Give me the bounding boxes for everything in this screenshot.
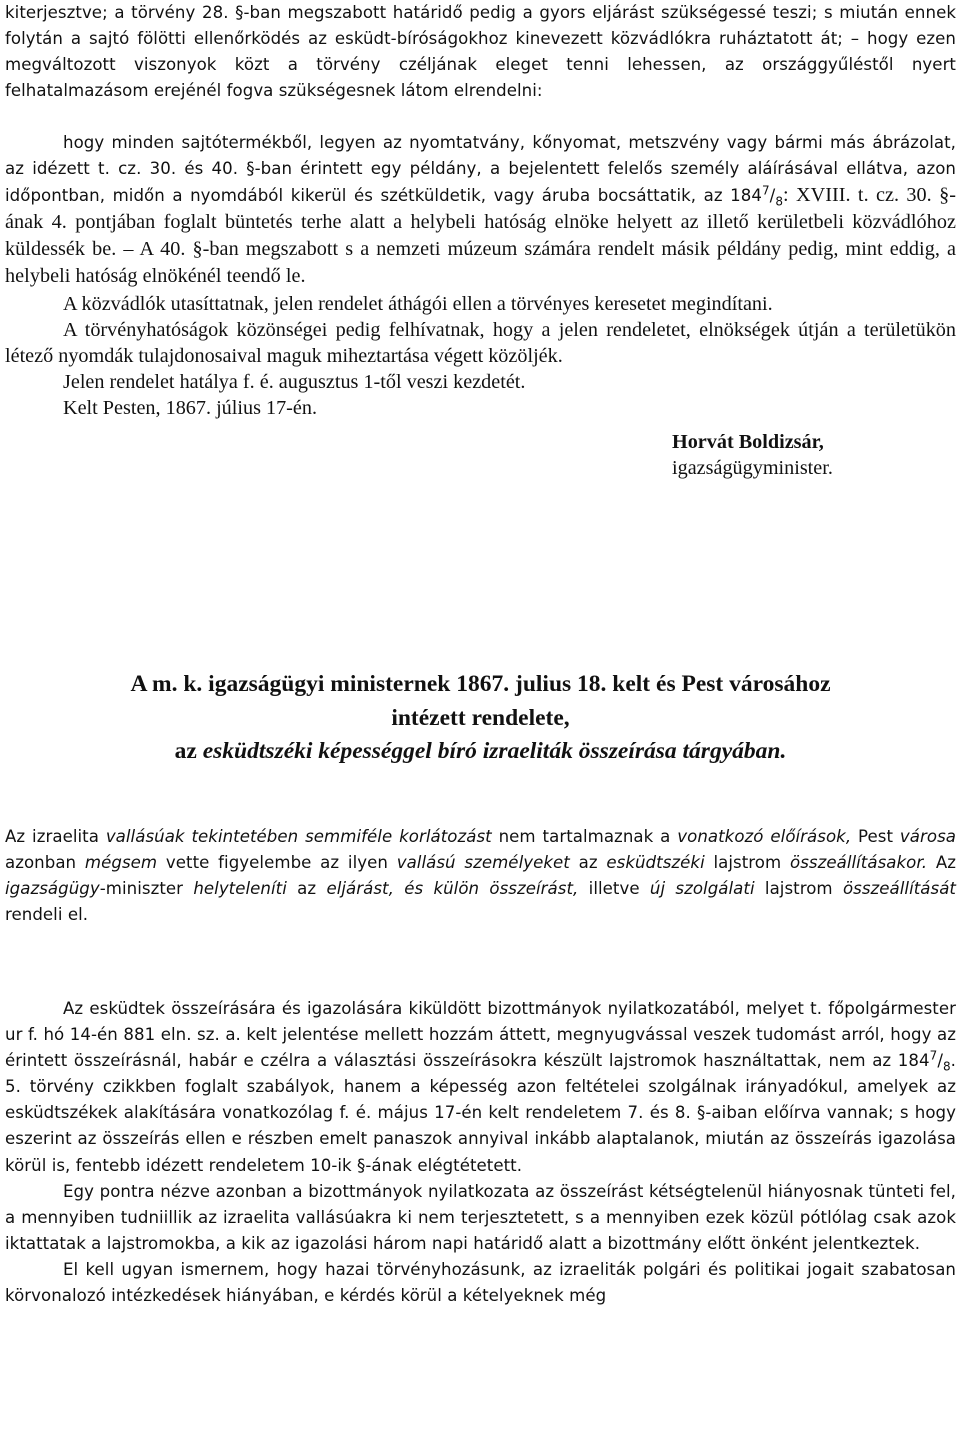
summary-segment: összeállítását <box>842 879 956 899</box>
summary-segment: az <box>286 879 327 899</box>
summary-segment: igazságügy <box>5 879 100 899</box>
decree-effective-date: Jelen rendelet hatálya f. é. augusztus 1-től veszi kezdetét. <box>63 371 526 393</box>
body-paragraph-3: El kell ugyan ismernem, hogy hazai törvényhozásunk, az izraeliták polgári és politikai jogait szabatosan körvonalozó intézkedések hiányában, e kérdés körül a kételyeknek még <box>5 1260 956 1306</box>
summary-segment: városa <box>899 827 956 846</box>
summary-segment: lajstrom <box>704 853 790 873</box>
summary-segment: illetve <box>578 879 650 899</box>
decree-paragraph-order: hogy minden sajtótermékből, legyen az nyomtatvány, kőnyomat, metszvény vagy bármi más ábrázolat, az idézett t. cz. 30. és 40. §-ban érintett egy példány, a bejelentett felelős személy aláírásával ellátva, azon időpontban, midőn a nyomdából kikerül és szétküldetik, vagy áruba bocsáttatik, az $184^7/_8$: XVIII. t. cz. 30. §-ának 4. pontjában foglalt büntetés terhe alatt a helybeli hatóság elnöke helyett az illető kerületbeli közvádlóhoz küldessék be. – A 40. §-ban megszabott s a nemzeti múzeum számára rendelt másik példány pedig, mint eddig, a helybeli hatóság elnökénél teendő le. <box>5 133 956 288</box>
summary-segment: lajstrom <box>754 879 843 899</box>
summary-segment: vallású személyeket <box>396 853 570 873</box>
decree-place-date: Kelt Pesten, 1867. július 17-én. <box>63 397 317 419</box>
body-paragraph-2: Egy pontra nézve azonban a bizottmányok nyilatkozata az összeírást kétségtelenül hiányosnak tünteti fel, a mennyiben tudniillik az izraelita vallásúakra ki nem terjesztetett, s a mennyiben ezek közül pótlólag csak azok iktattatak a lajstromokba, a kik az igazolási három napi határidő alatt a bizottmány előtt önként jelentkeztek. <box>5 1182 956 1254</box>
summary-segment: esküdtszéki <box>606 853 705 873</box>
summary-segment: azonban <box>5 853 85 873</box>
heading-line-1: A m. k. igazságügyi ministernek 1867. julius 18. kelt és Pest városához <box>130 671 831 697</box>
summary-segment: helyteleníti <box>193 879 287 899</box>
decree-paragraph-intro: kiterjesztve; a törvény 28. §-ban megszabott határidő pedig a gyors eljárást szükségessé teszi; s miután ennek folytán a sajtó fölötti ellenőrködés az esküdt-bíróságokhoz kinevezett közvádlókra ruháztatott át; – hogy ezen megváltozott viszonyok közt a törvény czéljának eleget tenni lehessen, az országgyűléstől nyert felhatalmazásom erejénél fogva szükségesnek látom elrendelni: <box>5 3 956 101</box>
summary-segment: Az izraelita <box>5 827 106 846</box>
heading-line-2: intézett rendelete, <box>391 704 570 731</box>
summary-segment: az <box>569 853 607 873</box>
decree-paragraph-prosecutors: A közvádlók utasíttatnak, jelen rendelet áthágói ellen a törvényes keresetet megindítani. <box>63 293 773 315</box>
summary-segment: Pest <box>851 827 900 846</box>
summary-segment: vette figyelembe az ilyen <box>157 853 397 873</box>
signature-block <box>672 429 833 481</box>
summary-segment: összeállításakor. <box>790 853 928 873</box>
summary-segment: rendeli el. <box>5 905 89 925</box>
summary-segment: nem tartalmaznak a <box>491 827 678 846</box>
summary-segment: mégsem <box>84 853 158 873</box>
summary-paragraph <box>5 824 956 928</box>
summary-segment: eljárást, és külön összeírást, <box>326 879 579 899</box>
signatory-title: igazságügyminister. <box>672 457 833 479</box>
summary-segment: vonatkozó előírások, <box>677 827 852 846</box>
decree-paragraph-authorities: A törvényhatóságok közönségei pedig felhívatnak, hogy a jelen rendeletet, elnökségek útján a területükön létező nyomdák tulajdonosaival maguk miheztartása végett közöljék. <box>5 319 956 368</box>
signatory-name: Horvát Boldizsár, <box>672 431 824 453</box>
body-paragraph-1: Az esküdtek összeírására és igazolására kiküldött bizottmányok nyilatkozatából, melyet t. főpolgármester ur f. hó 14-én 881 eln. sz. a. kelt jelentése mellett hozzám áttett, megnyugvással veszek tudomást arról, hogy az érintett összeírásnál, habár e czélra a választási összeírásokra készült lajstromok használtattak, nem az $184^7/_8$. 5. törvény czikkben foglalt szabályok, hanem a képesség azon feltételei szolgálnak irányadókul, amelyek az esküdtszékek alakítására vonatkozólag f. é. május 17-én kelt rendeletem 7. és 8. §-aiban előírva vannak; s hogy eszerint az összeírás ellen e részben emelt panaszok annyival inkább alaptalanok, miután az összeírás igazolása körül is, fentebb idézett rendeletem 10-ik §-ának elégtétetett. <box>5 999 956 1175</box>
summary-segment: vallásúak tekintetében semmiféle korlátozást <box>105 827 492 846</box>
section-heading <box>5 668 956 769</box>
summary-segment: Az <box>927 853 956 873</box>
summary-segment: új szolgálati <box>649 879 755 899</box>
summary-segment: -miniszter <box>99 879 194 899</box>
heading-line-3: az esküdtszéki képességgel bíró izraeliták összeírása tárgyában. <box>174 738 787 764</box>
